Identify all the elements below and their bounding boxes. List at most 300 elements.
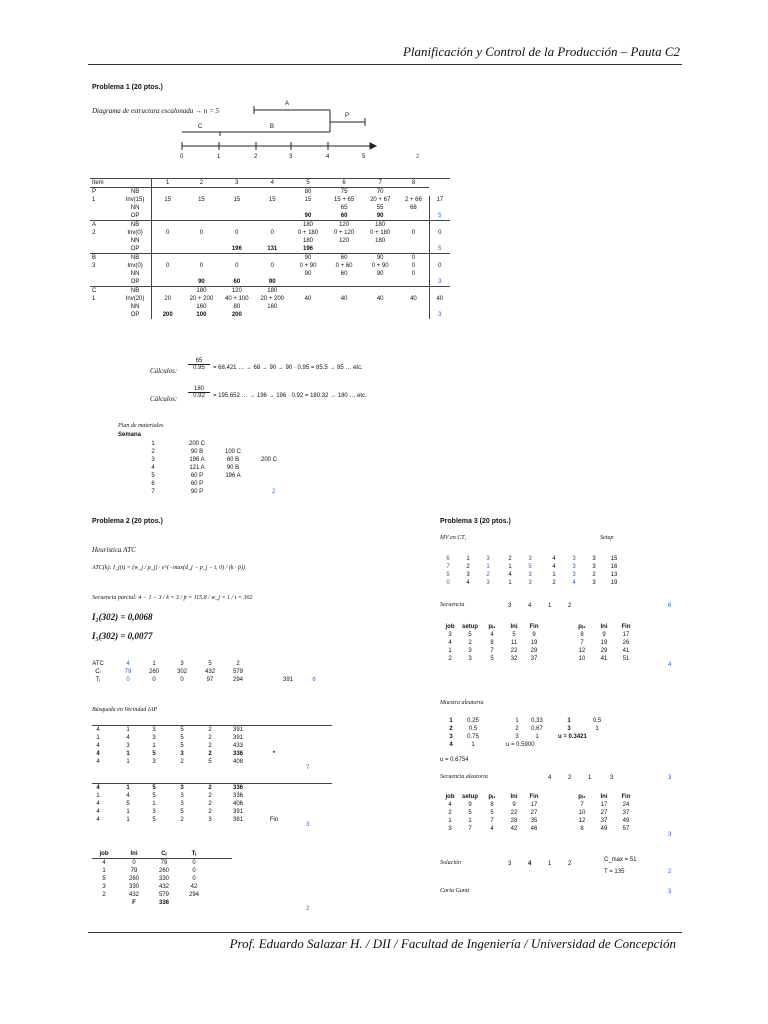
grid-cell: 4 (96, 751, 100, 757)
axis-4: 4 (326, 154, 330, 160)
table-cell: 0 + 60 (335, 263, 353, 269)
grid-cell: 5 (152, 817, 156, 823)
grid-row (92, 883, 232, 891)
table-cell: 15 (268, 197, 276, 203)
grid-row (118, 488, 318, 496)
header-cell: 8 (398, 179, 429, 188)
grid-cell: 5 (512, 632, 516, 638)
grid-cell: 4 (448, 640, 452, 646)
grid-cell: u = 0.3421 (558, 734, 587, 740)
grid-cell: 3 (486, 580, 490, 586)
table-cell: 0 (199, 263, 204, 269)
table-cell: 90 (376, 271, 384, 277)
table-cell: P (90, 188, 119, 197)
grid-cell: 3 (180, 661, 184, 667)
table-cell: 0 (429, 229, 450, 237)
grid-cell: 579 (158, 892, 169, 898)
grid-cell: 302 (176, 669, 187, 675)
table-cell: 2 + 66 (404, 197, 422, 203)
grid-cell: 46 (530, 826, 538, 832)
table-row (90, 287, 450, 296)
header-cell: pⱼ₁ (488, 624, 496, 630)
table-cell: 0 (270, 230, 274, 236)
grid-row (440, 809, 680, 817)
grid-cell: 1 (468, 818, 472, 824)
table-cell (219, 212, 254, 221)
table-cell: 160 (267, 304, 278, 310)
table-cell (184, 237, 219, 245)
table-cell: OP (130, 246, 140, 252)
header-cell (119, 179, 151, 188)
grid-cell: 1 (535, 734, 539, 740)
table-row (90, 188, 450, 197)
grid-cell: 1 (567, 718, 571, 724)
table-cell (184, 212, 219, 221)
grid-cell: 1 (96, 735, 100, 741)
mv-table (440, 555, 640, 587)
solucion-score: 2 (668, 869, 672, 875)
calc1-label: Cálculos: (150, 367, 178, 375)
grid-row (440, 647, 680, 655)
final-header-row (92, 850, 232, 859)
grid-cell: 2 (208, 727, 212, 733)
grid-cell: 4 (552, 556, 556, 562)
grid-cell: 7 (580, 802, 584, 808)
table-cell: 68 (410, 205, 417, 211)
grid-cell: 7 (151, 489, 155, 495)
header-cell: job (445, 624, 455, 630)
grid-cell: 2 (208, 801, 212, 807)
table-cell: 2 (92, 230, 96, 236)
grid-cell: 97 (206, 677, 214, 683)
grid-cell: u = 0.5900 (506, 742, 535, 748)
table-cell: NB (119, 287, 151, 296)
table-cell: 20 + 200 (189, 296, 214, 302)
secuencia-2: 4 (528, 603, 532, 609)
table-cell: 15 + 65 (334, 197, 355, 203)
grid-row (440, 563, 640, 571)
grid-cell: 432 (158, 884, 169, 890)
grid-row (92, 742, 332, 750)
final-score: 2 (306, 906, 310, 912)
grid-cell: 3 (152, 735, 156, 741)
table-cell (362, 311, 398, 319)
table-cell: 80 (233, 304, 241, 310)
table-cell (219, 188, 254, 197)
table-cell: 180 (255, 287, 290, 296)
grid-cell: 2 (486, 572, 490, 578)
grid-cell: 2 (449, 726, 453, 732)
table-cell: NN (130, 271, 140, 277)
table-cell: 5 (429, 245, 450, 254)
grid-cell: 5 (102, 876, 106, 882)
grid-cell: 8 (580, 826, 584, 832)
grid-cell: 32 (510, 656, 518, 662)
table-cell: 15 (151, 196, 184, 204)
grid-cell: 5 (180, 735, 184, 741)
table-cell (255, 221, 290, 230)
table-cell (398, 212, 429, 221)
grid-cell: 4 (448, 802, 452, 808)
table-cell (90, 303, 119, 311)
grid-cell: 5 (126, 801, 130, 807)
table-header-row (90, 179, 450, 188)
grid-cell: 3 (102, 884, 106, 890)
table-cell: NB (119, 254, 151, 263)
grid-cell: 3 (152, 727, 156, 733)
table-cell: NN (130, 238, 140, 244)
grid-cell: 2 (466, 564, 470, 570)
table-cell (326, 245, 362, 254)
grid-cell: 0,33 (531, 718, 543, 724)
table-cell (151, 221, 184, 230)
label-c: C (198, 124, 203, 130)
grid-cell: 4 (102, 860, 106, 866)
grid-cell: 4 (96, 809, 100, 815)
table-cell (90, 204, 119, 212)
table-cell: 0 (151, 262, 184, 270)
grid-cell: 1 (126, 727, 130, 733)
gantt-label: Carta Gantt (440, 888, 470, 894)
table-cell (362, 303, 398, 311)
grid-row (440, 717, 640, 725)
mrp-table (90, 178, 450, 319)
grid-cell: 0 (192, 860, 196, 866)
grid-cell: 4 (466, 580, 470, 586)
grid-cell: 1 (126, 817, 130, 823)
grid-cell: 37 (530, 656, 538, 662)
grid-cell: 196 A (189, 457, 205, 463)
calc2-fraction (188, 386, 210, 399)
grid-cell: 579 (232, 669, 243, 675)
table-cell: 40 (304, 296, 312, 302)
table-cell: 90 (362, 254, 398, 263)
grid-row (92, 800, 332, 808)
grid-cell: 391 (282, 677, 293, 683)
grid-cell: 10 (578, 810, 586, 816)
grid-cell: 22 (510, 648, 518, 654)
table-cell (255, 270, 290, 278)
header-cell: Fin (529, 794, 539, 800)
footer-text: Prof. Eduardo Salazar H. / DII / Facultad de Ingeniería / Universidad de Concepción (229, 936, 676, 951)
grid-cell: 3 (180, 793, 184, 799)
header-cell: pⱼ₂ (578, 794, 586, 800)
grid-cell: 4 (490, 632, 494, 638)
grid-cell: 2 (208, 785, 212, 791)
table-cell: 55 (376, 205, 384, 211)
table-cell (398, 245, 429, 254)
grid-cell: 13 (610, 572, 618, 578)
solucion-2: 4 (528, 861, 532, 867)
grid-cell: 2 (102, 892, 106, 898)
table-cell (255, 254, 290, 263)
table-cell: 0 + 120 (334, 230, 355, 236)
table-cell: 1 (92, 197, 96, 203)
header-cell: Ini (130, 851, 138, 857)
grid-row (440, 579, 640, 587)
header-cell: Ini (510, 794, 518, 800)
table-cell: 131 (267, 246, 278, 252)
grid-cell: 1 (508, 564, 512, 570)
grid-row (440, 555, 640, 563)
table-row (90, 303, 450, 311)
table-cell: 196 (231, 246, 242, 252)
table-row (90, 270, 450, 278)
grid-cell: 0 (152, 677, 156, 683)
grid-cell: 57 (622, 826, 630, 832)
table-cell (326, 303, 362, 311)
grid-cell: 336 (232, 793, 243, 799)
grid-cell: 433 (232, 743, 243, 749)
secuencia-3: 1 (548, 603, 552, 609)
grid-row (92, 758, 332, 766)
footer-rule (88, 932, 682, 933)
header-cell: job (445, 794, 455, 800)
table-cell: 160 (196, 304, 207, 310)
header-cell: 6 (326, 179, 362, 188)
grid-cell: 24 (622, 802, 630, 808)
grid-cell: 6 (312, 677, 316, 683)
table-cell: NN (130, 205, 140, 211)
grid-cell: 42 (190, 884, 198, 890)
grid-cell: 3 (448, 826, 452, 832)
grid-cell: 19 (610, 580, 618, 586)
table-cell: 90 (198, 279, 205, 285)
grid-cell: Tⱼ (95, 677, 101, 683)
grid-row (92, 816, 332, 824)
grid-cell: 3 (448, 632, 452, 638)
grid-cell: 4 (572, 580, 576, 586)
grid-cell: 330 (158, 876, 169, 882)
grid-cell: 3 (572, 564, 576, 570)
header-cell (429, 179, 450, 188)
grid-cell: 2 (592, 572, 596, 578)
table-cell (151, 254, 184, 263)
table-row (90, 245, 450, 254)
grid-cell: 200 C (260, 457, 277, 463)
grid-cell: 11 (510, 640, 518, 646)
grid-cell: 336 (158, 900, 169, 906)
table-cell (362, 245, 398, 254)
muestra-u: u = 0.6754 (440, 757, 469, 763)
grid-cell: 1 (152, 801, 156, 807)
table-cell: 120 (339, 238, 350, 244)
grid-cell: 17 (600, 802, 608, 808)
table-row (90, 254, 450, 263)
seq-score: 4 (668, 662, 672, 668)
grid-cell: 1 (96, 793, 100, 799)
tsum: T = 135 (604, 869, 625, 875)
grid-cell: 29 (600, 648, 608, 654)
table-cell (429, 221, 450, 230)
table-cell: 180 (290, 221, 326, 230)
table-cell (326, 287, 362, 296)
grid-cell: 3 (592, 564, 596, 570)
p2-i2: I₂(302) = 0,0068 (92, 612, 153, 622)
header-cell: Ini (600, 794, 608, 800)
table-cell: 60 (326, 254, 362, 263)
grid-cell: 0 (180, 677, 184, 683)
grid-cell: 90 B (226, 465, 240, 471)
grid-cell: 16 (610, 564, 618, 570)
table-cell: 0 + 180 (370, 230, 391, 236)
grid-cell: 5 (208, 661, 212, 667)
grid-cell: 7 (468, 826, 472, 832)
table-cell: 5 (429, 212, 450, 221)
table-cell (184, 270, 219, 278)
table-cell (184, 245, 219, 254)
grid-cell: 0 (192, 868, 196, 874)
grid-cell: 336 (232, 785, 243, 791)
axis-5: 5 (362, 154, 366, 160)
grid-cell: 15 (610, 556, 618, 562)
axis-arrow (370, 143, 376, 149)
p2-sequence: Secuencia parcial: 4 − 1 − 3 / k = 3 / p̄ = 115.8 / w_j = 1 / t = 302 (92, 595, 253, 601)
grid-cell: 41 (600, 656, 608, 662)
grid-cell: 5 (528, 564, 532, 570)
grid-cell: 1 (448, 648, 452, 654)
grid-cell: 4 (552, 564, 556, 570)
grid-cell: 7 (580, 640, 584, 646)
muestra-label: Muestra aleatoria (440, 700, 484, 706)
grid-row (440, 725, 640, 733)
gantt-score: 3 (668, 889, 672, 895)
table-cell (290, 311, 326, 319)
table-cell (326, 311, 362, 319)
secuencia-4: 2 (568, 603, 572, 609)
label-p: P (345, 113, 350, 119)
grid-cell: 1 (515, 718, 519, 724)
grid-cell: 4 (96, 743, 100, 749)
grid-cell: 3 (592, 556, 596, 562)
cmax: C_max = 51 (604, 857, 637, 863)
table-cell (151, 188, 184, 197)
table-cell: B (90, 254, 119, 263)
table-cell (255, 188, 290, 197)
header-cell: job (99, 851, 109, 857)
table-cell (429, 270, 450, 278)
grid-cell: 432 (204, 669, 215, 675)
table-cell: 65 (340, 205, 348, 211)
table-cell: 3 (92, 263, 96, 269)
grid-cell: 0.5 (468, 726, 478, 732)
table-cell (151, 237, 184, 245)
grid-row (440, 825, 680, 833)
grid-cell: 5 (180, 743, 184, 749)
grid-cell: 1 (126, 759, 130, 765)
grid-row (118, 456, 318, 464)
sec-alea-score: 3 (668, 775, 672, 781)
grid-cell: 60 P (190, 473, 204, 479)
p1-title: Problema 1 (20 ptos.) (92, 84, 163, 91)
grid-cell: 8 (580, 632, 584, 638)
grid-cell: 5 (152, 785, 156, 791)
header-cell: 4 (255, 179, 290, 188)
solucion-1: 3 (508, 861, 512, 867)
table-row (90, 237, 450, 245)
label-a: A (285, 101, 290, 107)
calc1-den: 0.95 (193, 365, 205, 371)
grid-cell: 5 (446, 572, 450, 578)
grid-cell: 5 (490, 810, 494, 816)
calc1-fraction (188, 358, 210, 371)
grid-row (118, 464, 318, 472)
p1-diagram-score: 2 (416, 154, 420, 160)
table-cell: 20 + 67 (370, 197, 391, 203)
grid-cell: F (132, 900, 136, 906)
grid-cell: 1 (152, 743, 156, 749)
header-cell: Fin (621, 624, 631, 630)
header-cell: Ini (600, 624, 608, 630)
grid-cell: 2 (468, 640, 472, 646)
header-cell: Tⱼ (191, 851, 197, 857)
grid-row (92, 734, 332, 742)
table-cell: 196 (302, 246, 313, 252)
table-cell (362, 278, 398, 287)
table-cell: 0 (398, 254, 429, 263)
table-cell: 0 (199, 230, 204, 236)
table-row (90, 196, 450, 204)
grid-row (92, 867, 232, 875)
plan-score: 2 (272, 489, 276, 495)
grid-cell: 4 (126, 735, 130, 741)
grid-cell: 1 (508, 580, 512, 586)
grid-cell: 2 (208, 735, 212, 741)
grid-cell: 2 (208, 743, 212, 749)
grid-row (92, 668, 332, 676)
grid-cell: 0.25 (467, 718, 479, 724)
grid-row (92, 726, 332, 734)
table-cell (398, 221, 429, 230)
grid-cell: 29 (530, 648, 538, 654)
grid-cell: 17 (622, 632, 630, 638)
grid-cell: 1 (595, 726, 599, 732)
sec-alea-1: 4 (548, 775, 552, 781)
table-cell: 90 (268, 279, 276, 285)
table-cell (398, 188, 429, 197)
label-b: B (270, 124, 275, 130)
table-cell: 60 (233, 279, 241, 285)
table-cell (255, 204, 290, 212)
grid-cell: 3 (528, 556, 532, 562)
table-cell (290, 303, 326, 311)
grid-cell: 35 (530, 818, 538, 824)
grid-cell: 0 (132, 860, 136, 866)
table-cell: 90 (304, 271, 312, 277)
table-cell (151, 303, 184, 311)
grid-cell: 3 (486, 556, 490, 562)
grid-cell: 1 (552, 572, 556, 578)
grid-cell: 1 (151, 441, 155, 447)
grid-cell: 6 (151, 481, 155, 487)
busq2-score: 3 (306, 822, 310, 828)
table-cell: 0 (411, 271, 416, 277)
table-cell: 0 + 90 (371, 263, 389, 269)
table-cell: C (90, 287, 119, 296)
sec-alea-label: Secuencia aleatoria (440, 774, 488, 780)
atc-table (92, 660, 332, 684)
table-cell: 180 (184, 287, 219, 296)
table-cell: 200 (151, 311, 184, 319)
header-cell: 5 (290, 179, 326, 188)
grid-cell: 2 (208, 809, 212, 815)
grid-cell: 4 (96, 759, 100, 765)
seq-table (440, 623, 680, 663)
axis-3: 3 (289, 154, 293, 160)
grid-cell: 5 (152, 793, 156, 799)
grid-cell: 391 (232, 735, 243, 741)
grid-cell: 22 (510, 810, 518, 816)
